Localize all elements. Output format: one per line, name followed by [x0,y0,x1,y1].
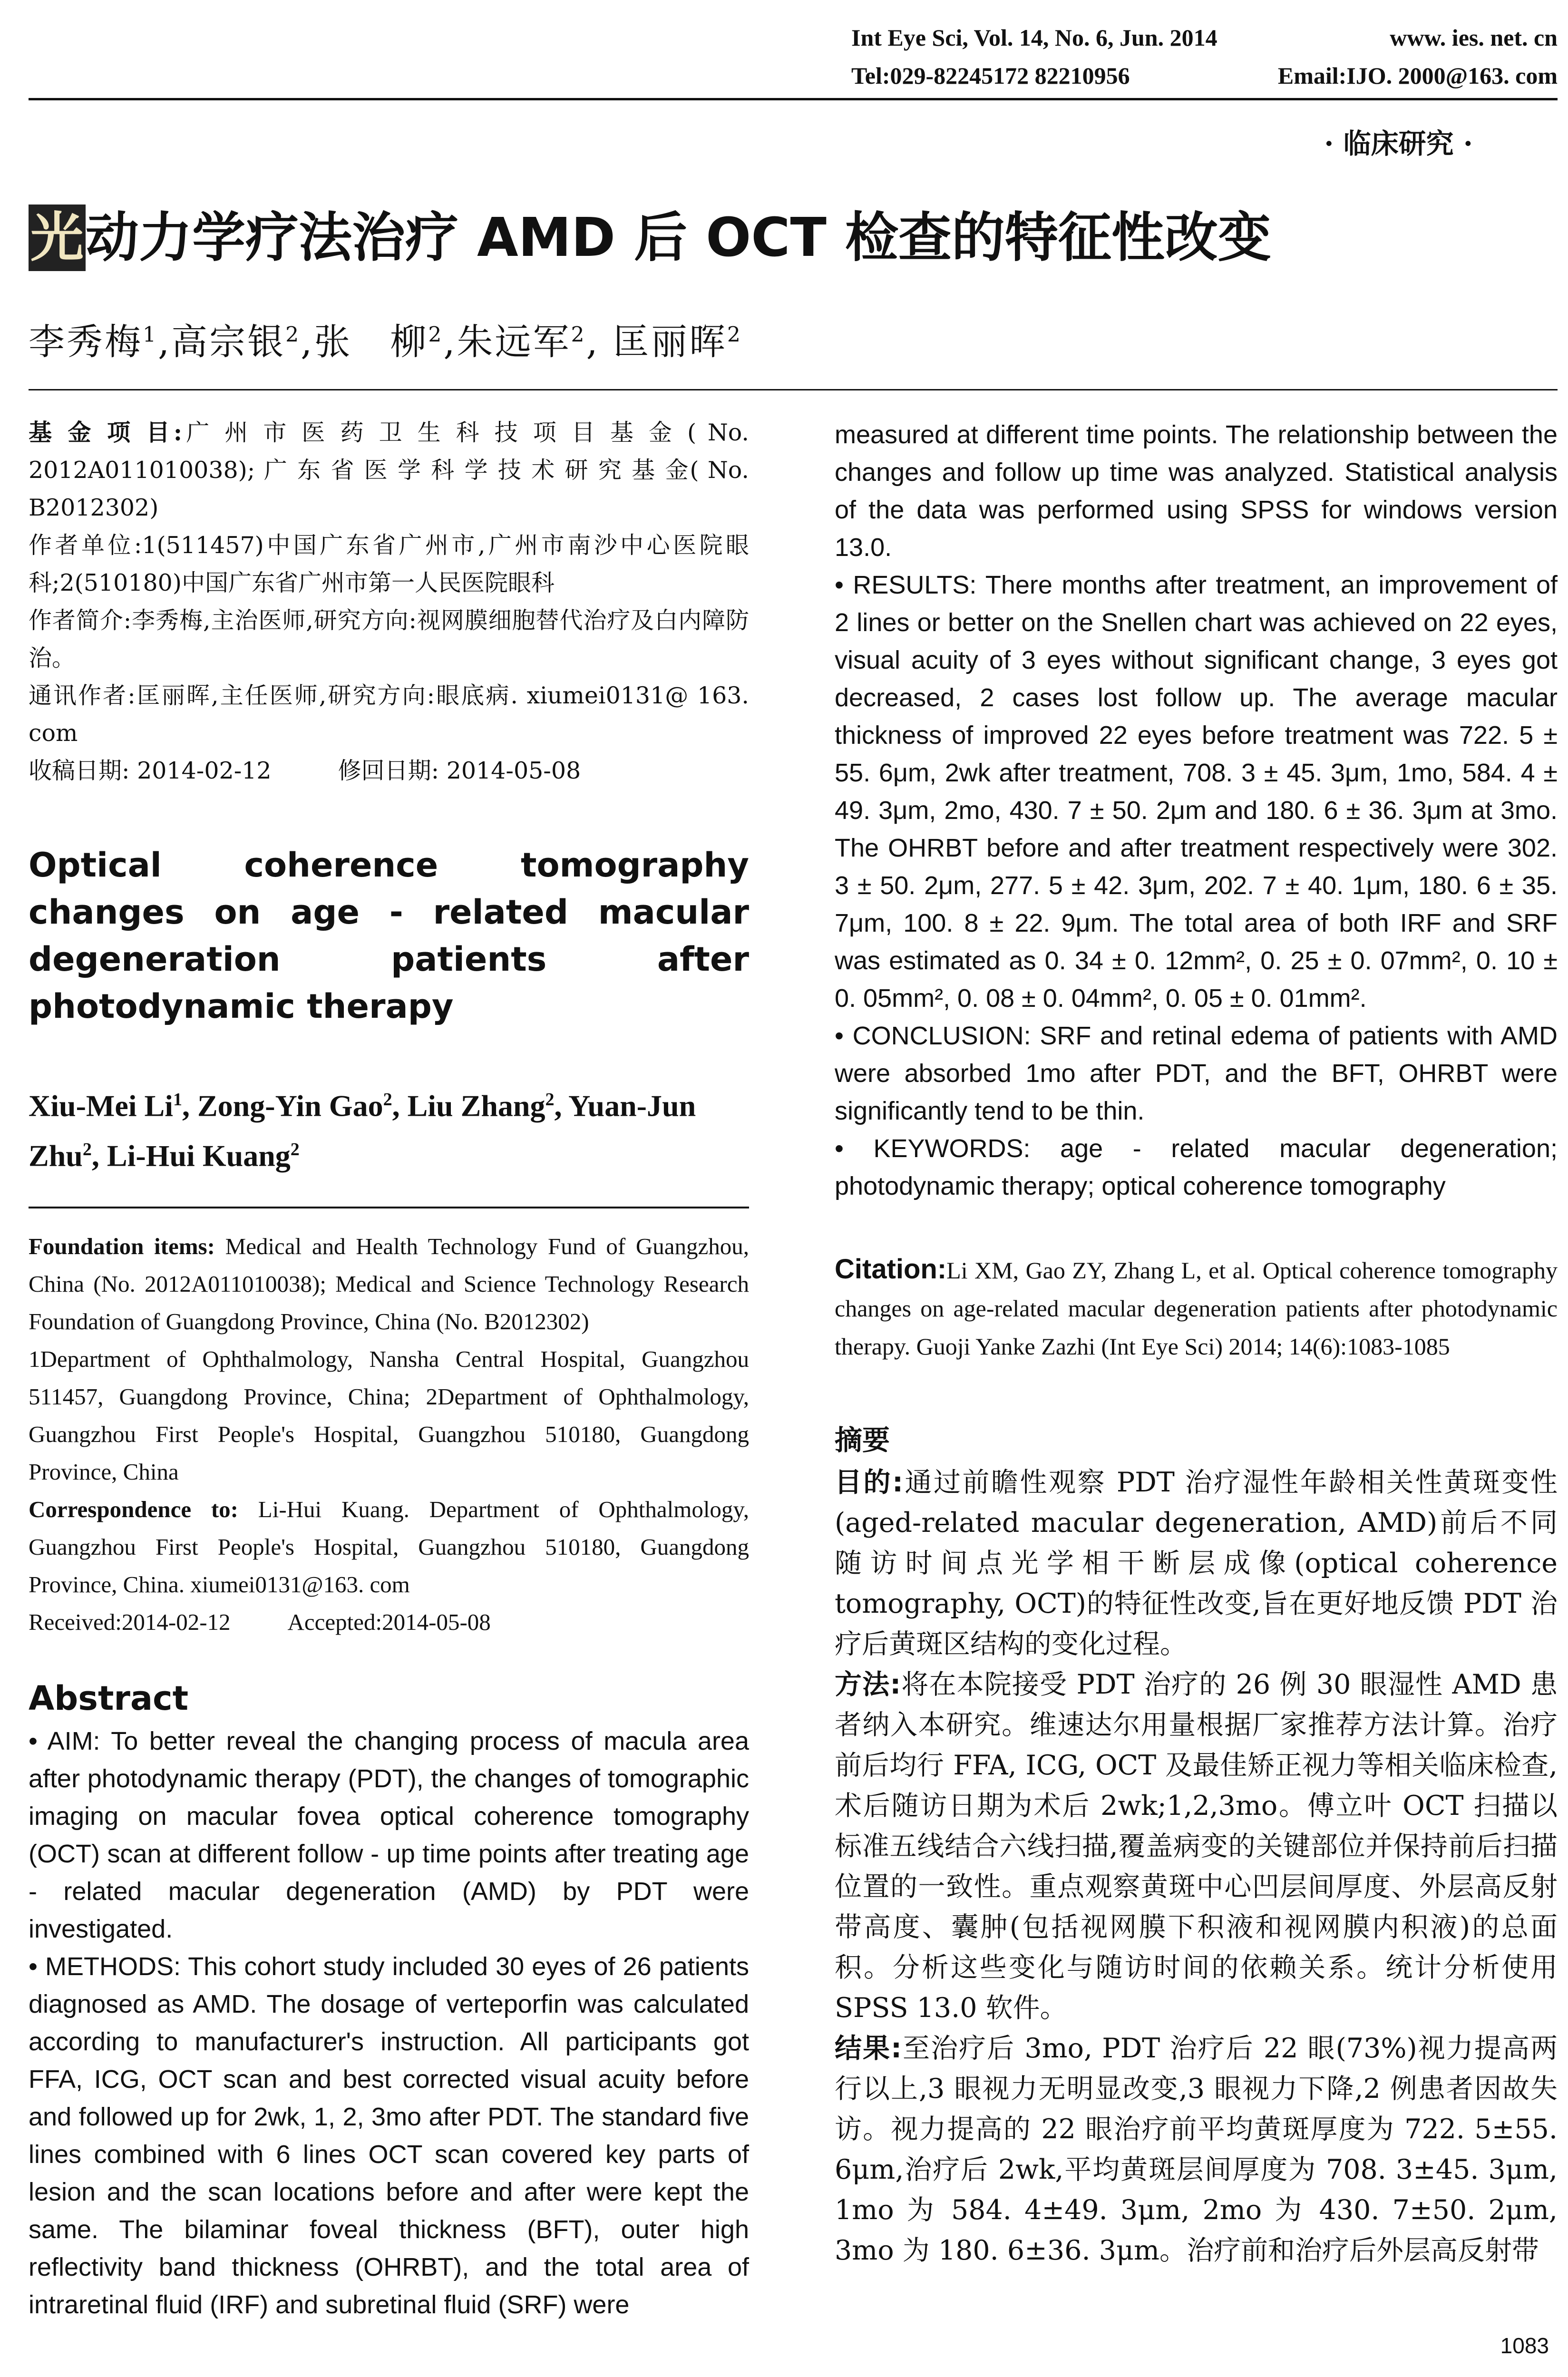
citation-label: Citation: [835,1254,947,1285]
authors-cn [29,313,742,365]
zh-abstract-heading: 摘要 [835,1424,890,1456]
en-correspondence: Correspondence to: Li-Hui Kuang. Department of Ophthalmology, Guangzhou First People's Hospital, Guangzhou 510180, Guangdong Province, China. xiumei0131@163. com [29,1496,749,1598]
left-column [29,414,749,2324]
zh-results: 结果:至治疗后 3mo, PDT 治疗后 22 眼(73%)视力提高两行以上,3 眼视力无明显改变,3 眼视力下降,2 例患者因故失访。视力提高的 22 眼治疗前平均黄斑厚度为 722. 5±55. 6μm,治疗后 2wk,平均黄斑层间厚度为 708. 3±45. 3μm, 1mo 为 584. 4±49. 3μm, 2mo 为 430. 7±50. 2μm, 3mo 为 180. 6±36. 3μm。治疗前和治疗后外层高反射带 [835,2033,1558,2266]
abstract-body-right [835,416,1558,1205]
section-tag: · 临床研究 · [1324,127,1473,160]
cn-bio: 作者简介:李秀梅,主治医师,研究方向:视网膜细胞替代治疗及白内障防治。 [29,607,749,672]
title-rule [29,389,1558,390]
journal-email: Email:IJO. 2000@163. com [1277,62,1558,89]
en-authors-rule [29,1207,749,1208]
cn-dates: 收稿日期: 2014-02-12 修回日期: 2014-05-08 [29,757,581,784]
author-cn-1: 李秀梅$^1$, [29,321,172,363]
en-departments: 1Department of Ophthalmology, Nansha Central Hospital, Guangzhou 511457, Guangdong Province, China; 2Department of Ophthalmology, Guangzhou First People's Hospital, Guangzhou 510180, Guangdong Province, China [29,1345,749,1485]
author-cn-2: 高宗银$^2$, [171,321,314,363]
cn-unit: 作者单位:1(511457)中国广东省广州市,广州市南沙中心医院眼科;2(510180)中国广东省广州市第一人民医院眼科 [29,532,749,596]
abstract-aim: • AIM: To better reveal the changing process of macula area after photodynamic therapy (PDT), the changes of tomographic imaging on macular fovea optical coherence tomography (OCT) scan at different follow - up time points after treating age - related macular degeneration (AMD) by PDT were investigated. [29,1726,749,1943]
abstract-body-left [29,1723,749,2324]
citation-text: Li XM, Gao ZY, Zhang L, et al. Optical coherence tomography changes on age-related macular degeneration patients after photodynamic therapy. Guoji Yanke Zazhi (Int Eye Sci) 2014; 14(6):1083-1085 [835,1257,1558,1360]
page-number: 1083 [1500,2333,1549,2358]
abstract-heading: Abstract [29,1678,189,1718]
en-dates: Received:2014-02-12 Accepted:2014-05-08 [29,1608,491,1635]
right-column [835,416,1558,2271]
zh-abstract-body [835,1462,1558,2271]
abstract-methods: • METHODS: This cohort study included 30 eyes of 26 patients diagnosed as AMD. The dosage of verteporfin was calculated according to manufacturer's instruction. All participants got FFA, ICG, OCT scan and best corrected visual acuity before and followed up for 2wk, 1, 2, 3mo after PDT. The standard five lines combined with 6 lines OCT scan covered key parts of lesion and the scan locations before and after were kept the same. The bilaminar foveal thickness (BFT), outer high reflectivity band thickness (OHRBT), and the total area of intraretinal fluid (IRF) and subretinal fluid (SRF) were [29,1952,749,2319]
title-first-char: 光 [29,205,86,271]
cn-meta [29,414,749,789]
zh-methods: 方法:将在本院接受 PDT 治疗的 26 例 30 眼湿性 AMD 患者纳入本研究。维速达尔用量根据厂家推荐方法计算。治疗前后均行 FFA, ICG, OCT 及最佳矫正视力等相关临床检查,术后随访日期为术后 2wk;1,2,3mo。傅立叶 OCT 扫描以标准五线结合六线扫描,覆盖病变的关键部位并保持前后扫描位置的一致性。重点观察黄斑中心凹层间厚度、外层高反射带高度、囊肿(包括视网膜下积液和视网膜内积液)的总面积。分析这些变化与随访时间的依赖关系。统计分析使用 SPSS 13.0 软件。 [835,1669,1558,2024]
abstract-results: • RESULTS: There months after treatment, an improvement of 2 lines or better on the Snellen chart was achieved on 22 eyes, visual acuity of 3 eyes without significant change, 3 eyes got decreased, 2 cases lost follow up. The average macular thickness of improved 22 eyes before treatment was 722. 5 ± 55. 6μm, 2wk after treatment, 708. 3 ± 45. 3μm, 1mo, 584. 4 ± 49. 3μm, 2mo, 430. 7 ± 50. 2μm and 180. 6 ± 36. 3μm at 3mo. The OHRBT before and after treatment respectively were 302. 3 ± 50. 2μm, 277. 5 ± 42. 3μm, 202. 7 ± 40. 1μm, 180. 6 ± 35. 7μm, 100. 8 ± 22. 9μm. The total area of both IRF and SRF was estimated as 0. 34 ± 0. 12mm², 0. 25 ± 0. 07mm², 0. 10 ± 0. 05mm², 0. 08 ± 0. 04mm², 0. 05 ± 0. 01mm². [835,571,1558,1013]
journal-tel: Tel:029-82245172 82210956 [851,62,1130,89]
citation [835,1250,1558,1365]
author-cn-5: 匡丽晖$^2$ [613,321,742,363]
title-rest: 动力学疗法治疗 AMD 后 OCT 检查的特征性改变 [86,207,1271,269]
author-cn-4: 朱远军$^2$, [457,321,613,363]
paper-title-cn [29,205,1271,271]
authors-en: Xiu-Mei Li$^1$, Zong-Yin Gao$^2$, Liu Zhang$^2$, Yuan-Jun Zhu$^2$, Li-Hui Kuang$^2$ [29,1089,696,1173]
en-meta [29,1227,749,1641]
abstract-conclusion: • CONCLUSION: SRF and retinal edema of patients with AMD were absorbed 1mo after PDT, and the BFT, OHRBT were significantly tend to be thin. [835,1022,1558,1125]
journal-website: www. ies. net. cn [1390,24,1558,51]
zh-aim: 目的:通过前瞻性观察 PDT 治疗湿性年龄相关性黄斑变性(aged-related macular degeneration, AMD)前后不同随访时间点光学相干断层成像(optical coherence tomography, OCT)的特征性改变,旨在更好地反馈 PDT 治疗后黄斑区结构的变化过程。 [835,1467,1558,1660]
header-rule [29,98,1558,100]
abstract-keywords: • KEYWORDS: age - related macular degeneration; photodynamic therapy; optical coherence tomography [835,1134,1558,1200]
abstract-methods-cont: measured at different time points. The relationship between the changes and follow up time was analyzed. Statistical analysis of the data was performed using SPSS for windows version 13.0. [835,420,1558,562]
author-cn-3: 张 柳$^2$, [314,321,457,363]
en-foundation: Foundation items: Medical and Health Technology Fund of Guangzhou, China (No. 2012A011010038); Medical and Science Technology Research Foundation of Guangdong Province, China (No. B2012302) [29,1233,750,1335]
journal-citation: Int Eye Sci, Vol. 14, No. 6, Jun. 2014 [851,24,1217,51]
cn-fund: 基 金 项 目:广 州 市 医 药 卫 生 科 技 项 目 基 金 ( No. 2012A011010038); 广 东 省 医 学 科 学 技 术 研 究 基 金( No. B2012302) [29,419,749,521]
cn-corr: 通讯作者:匡丽晖,主任医师,研究方向:眼底病. xiumei0131@ 163. com [29,682,750,747]
paper-title-en: Optical coherence tomography changes on age - related macular degeneration patients after photodynamic therapy [29,846,749,1026]
